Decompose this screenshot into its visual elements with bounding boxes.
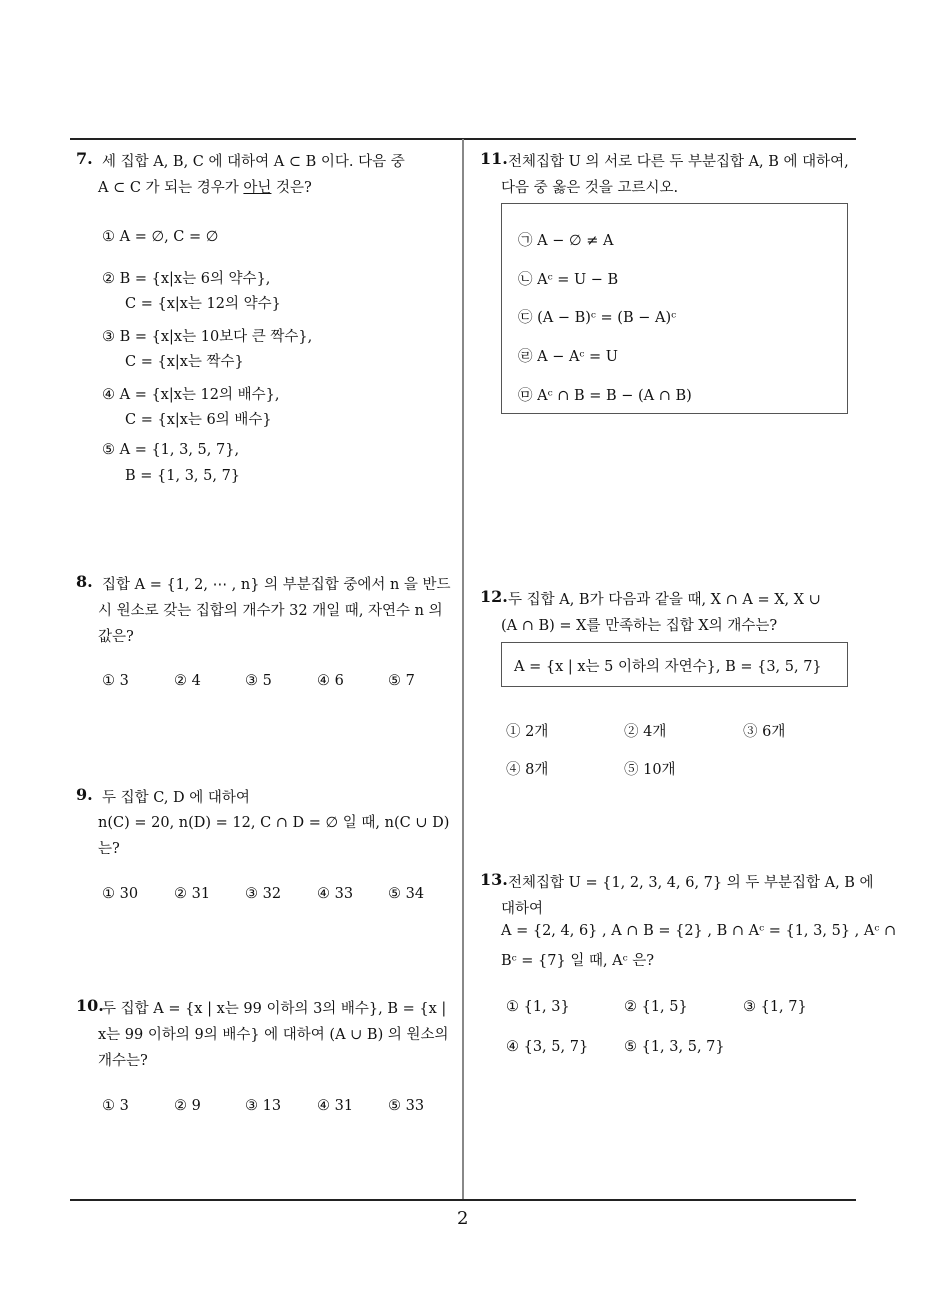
- option-5[interactable]: ⑤ 10개: [624, 762, 676, 778]
- option-2-cont: C = {x|x는 12의 약수}: [125, 296, 281, 312]
- question-text: 개수는?: [98, 1053, 148, 1069]
- option-2[interactable]: ② B = {x|x는 6의 약수},: [102, 271, 271, 287]
- option-5[interactable]: ⑤ 7: [388, 673, 415, 689]
- option-3[interactable]: ③ {1, 7}: [743, 999, 807, 1015]
- question-number: 8.: [76, 572, 93, 591]
- question-text: 다음 중 옳은 것을 고르시오.: [501, 180, 679, 196]
- option-1[interactable]: ① A = ∅, C = ∅: [102, 229, 219, 245]
- statement-item: ㉡ Aᶜ = U − B: [518, 272, 619, 288]
- question-text: 전체집합 U 의 서로 다른 두 부분집합 A, B 에 대하여,: [508, 154, 849, 170]
- option-2[interactable]: ② 4개: [624, 724, 667, 740]
- option-4[interactable]: ④ 6: [317, 673, 344, 689]
- question-text: 두 집합 C, D 에 대하여: [102, 790, 250, 806]
- option-3-cont: C = {x|x는 짝수}: [125, 354, 244, 370]
- question-text: 시 원소로 갖는 집합의 개수가 32 개일 때, 자연수 n 의: [98, 603, 443, 619]
- question-number: 9.: [76, 785, 93, 804]
- condition-text: A = {x | x는 5 이하의 자연수}, B = {3, 5, 7}: [514, 659, 822, 675]
- option-4-cont: C = {x|x는 6의 배수}: [125, 412, 272, 428]
- question-text: 두 집합 A = {x | x는 99 이하의 3의 배수}, B = {x |: [102, 1001, 447, 1017]
- question-text: [98, 176, 312, 197]
- question-text: n(C) = 20, n(D) = 12, C ∩ D = ∅ 일 때, n(C ∪ D): [98, 815, 450, 831]
- option-3[interactable]: ③ 13: [245, 1098, 282, 1114]
- column-divider: [462, 139, 464, 1200]
- question-text: x는 99 이하의 9의 배수} 에 대하여 (A ∪ B) 의 원소의: [98, 1027, 449, 1043]
- option-4[interactable]: ④ A = {x|x는 12의 배수},: [102, 387, 280, 403]
- question-number: 7.: [76, 149, 93, 168]
- question-text-part: 것은?: [271, 180, 312, 196]
- option-4[interactable]: ④ 31: [317, 1098, 354, 1114]
- question-number: 12.: [480, 587, 508, 606]
- page-number: 2: [457, 1208, 469, 1229]
- option-2[interactable]: ② {1, 5}: [624, 999, 688, 1015]
- statement-item: ㉢ (A − B)ᶜ = (B − A)ᶜ: [518, 310, 677, 326]
- option-2[interactable]: ② 9: [174, 1098, 201, 1114]
- option-1[interactable]: ① 30: [102, 886, 139, 902]
- emphasis-underline: 아닌: [243, 180, 272, 196]
- question-number: 10.: [76, 996, 104, 1015]
- option-5[interactable]: ⑤ 34: [388, 886, 425, 902]
- statement-item: ㉠ A − ∅ ≠ A: [518, 233, 614, 249]
- option-2[interactable]: ② 31: [174, 886, 211, 902]
- option-4[interactable]: ④ 8개: [506, 762, 549, 778]
- option-3[interactable]: ③ 6개: [743, 724, 786, 740]
- question-text: 대하여: [501, 901, 544, 917]
- option-5-cont: B = {1, 3, 5, 7}: [125, 468, 241, 484]
- option-3[interactable]: ③ 5: [245, 673, 272, 689]
- option-5[interactable]: ⑤ 33: [388, 1098, 425, 1114]
- question-text: 는?: [98, 841, 120, 857]
- option-3[interactable]: ③ B = {x|x는 10보다 큰 짝수},: [102, 329, 313, 345]
- option-1[interactable]: ① 3: [102, 1098, 129, 1114]
- question-number: 11.: [480, 149, 508, 168]
- question-text: A = {2, 4, 6} , A ∩ B = {2} , B ∩ Aᶜ = {1, 3, 5} , Aᶜ ∩: [501, 923, 897, 939]
- option-3[interactable]: ③ 32: [245, 886, 282, 902]
- option-5[interactable]: ⑤ A = {1, 3, 5, 7},: [102, 442, 240, 458]
- option-4[interactable]: ④ 33: [317, 886, 354, 902]
- question-text: (A ∩ B) = X를 만족하는 집합 X의 개수는?: [501, 618, 778, 634]
- option-4[interactable]: ④ {3, 5, 7}: [506, 1039, 589, 1055]
- statement-item: ㉣ A − Aᶜ = U: [518, 349, 619, 365]
- option-1[interactable]: ① 3: [102, 673, 129, 689]
- question-text: 집합 A = {1, 2, ⋯ , n} 의 부분집합 중에서 n 을 반드: [102, 577, 451, 593]
- question-number: 13.: [480, 870, 508, 889]
- option-1[interactable]: ① {1, 3}: [506, 999, 570, 1015]
- option-2[interactable]: ② 4: [174, 673, 201, 689]
- question-text: 전체집합 U = {1, 2, 3, 4, 6, 7} 의 두 부분집합 A, B 에: [508, 875, 874, 891]
- question-text: 값은?: [98, 629, 134, 645]
- statement-item: ㉤ Aᶜ ∩ B = B − (A ∩ B): [518, 388, 692, 404]
- option-5[interactable]: ⑤ {1, 3, 5, 7}: [624, 1039, 725, 1055]
- bottom-rule: [70, 1199, 856, 1201]
- option-1[interactable]: ① 2개: [506, 724, 549, 740]
- question-text: 두 집합 A, B가 다음과 같을 때, X ∩ A = X, X ∪: [508, 592, 821, 608]
- question-text-part: A ⊂ C 가 되는 경우가: [98, 180, 244, 196]
- question-text: 세 집합 A, B, C 에 대하여 A ⊂ B 이다. 다음 중: [102, 154, 405, 170]
- question-text: Bᶜ = {7} 일 때, Aᶜ 은?: [501, 953, 655, 969]
